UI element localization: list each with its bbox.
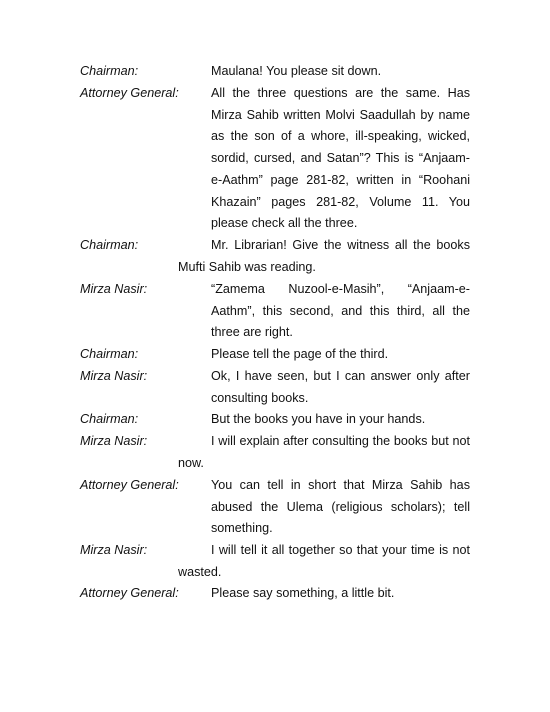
speech-text: All the three questions are the same. Has Mirza Sahib written Molvi Saadullah by name as the son of a whore, ill-speaking, wicked, sordid, cursed, and Satan”? This is “Anjaam-e-Aathm” page 281-82, written in “Roohani Khazain” pages 281-82, Volume 11. You please check all the three.	[211, 86, 470, 231]
transcript-entry	[80, 409, 470, 431]
speaker-label: Chairman:	[80, 347, 139, 361]
speech-text: You can tell in short that Mirza Sahib has abused the Ulema (religious scholars); tell something.	[211, 478, 470, 536]
transcript-entry	[80, 431, 470, 474]
speech-text: “Zamema Nuzool-e-Masih”, “Anjaam-e-Aathm”, this second, and this third, all the three are right.	[211, 282, 470, 340]
speaker-label: Attorney General:	[80, 478, 179, 492]
speaker-label: Chairman:	[80, 238, 139, 252]
speech-text: Mr. Librarian! Give the witness all the books Mufti Sahib was reading.	[178, 238, 470, 274]
transcript-entry	[80, 61, 470, 83]
transcript-entry	[80, 540, 470, 583]
speaker-label: Attorney General:	[80, 586, 179, 600]
speaker-label: Mirza Nasir:	[80, 543, 148, 557]
speech-text: I will explain after consulting the books but not now.	[178, 434, 470, 470]
transcript-entry	[80, 583, 470, 605]
speaker-label: Chairman:	[80, 412, 139, 426]
speech-text: But the books you have in your hands.	[211, 412, 426, 426]
speaker-label: Chairman:	[80, 64, 139, 78]
speech-text: Ok, I have seen, but I can answer only after consulting books.	[211, 369, 470, 405]
speaker-label: Attorney General:	[80, 86, 179, 100]
speech-text: Please tell the page of the third.	[211, 347, 389, 361]
speaker-label: Mirza Nasir:	[80, 282, 148, 296]
transcript-entry	[80, 235, 470, 278]
transcript-entry	[80, 475, 470, 540]
speech-text: Maulana! You please sit down.	[211, 64, 382, 78]
speech-text: Please say something, a little bit.	[211, 586, 395, 600]
transcript-entry	[80, 83, 470, 235]
transcript-entry	[80, 344, 470, 366]
transcript-entry	[80, 279, 470, 344]
transcript-entry	[80, 366, 470, 409]
speaker-label: Mirza Nasir:	[80, 434, 148, 448]
speech-text: I will tell it all together so that your time is not wasted.	[178, 543, 470, 579]
speaker-label: Mirza Nasir:	[80, 369, 148, 383]
